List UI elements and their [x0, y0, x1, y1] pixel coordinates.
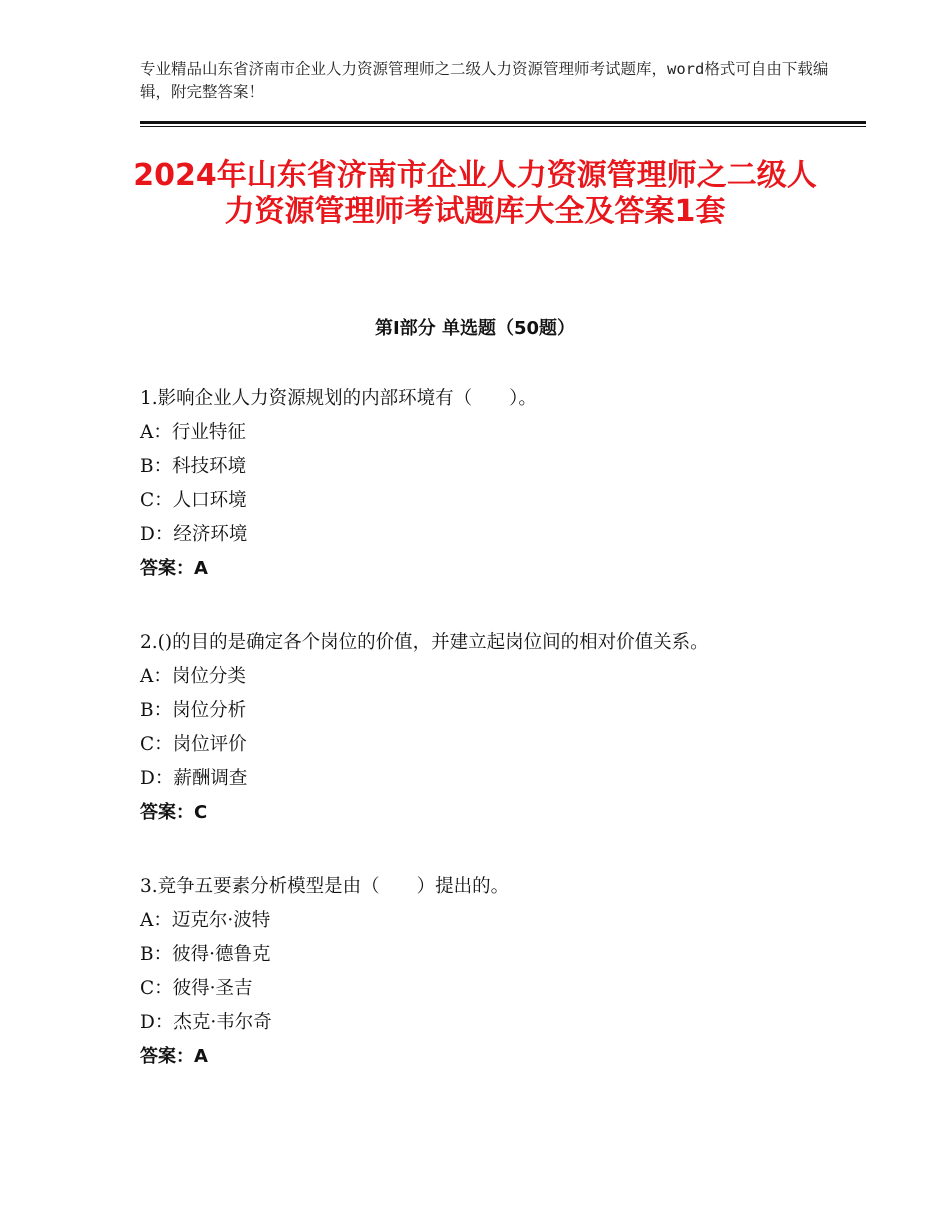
- header-note: 专业精品山东省济南市企业人力资源管理师之二级人力资源管理师考试题库，word格式可自由下载编辑，附完整答案！: [140, 60, 829, 101]
- option-a: A：岗位分类: [140, 666, 246, 687]
- option-c: C：彼得·圣吉: [140, 978, 253, 999]
- question-text: 1.影响企业人力资源规划的内部环境有（ ）。: [140, 388, 537, 409]
- option-d: D：薪酬调查: [140, 768, 248, 789]
- header-rule-thin: [140, 126, 866, 127]
- option-d: D：杰克·韦尔奇: [140, 1012, 272, 1033]
- section-title: 第Ⅰ部分 单选题（50题）: [374, 318, 575, 339]
- answer: 答案：C: [140, 802, 208, 823]
- question-1: [140, 382, 800, 586]
- option-c: C：岗位评价: [140, 734, 247, 755]
- option-b: B：彼得·德鲁克: [140, 944, 271, 965]
- document-title: 2024年山东省济南市企业人力资源管理师之二级人力资源管理师考试题库大全及答案1套: [133, 158, 817, 229]
- option-b: B：科技环境: [140, 456, 247, 477]
- option-b: B：岗位分析: [140, 700, 247, 721]
- option-c: C：人口环境: [140, 490, 247, 511]
- answer: 答案：A: [140, 1046, 208, 1067]
- question-2: [140, 626, 800, 830]
- header-rule-thick: [140, 121, 866, 124]
- option-d: D：经济环境: [140, 524, 248, 545]
- option-a: A：迈克尔·波特: [140, 910, 271, 931]
- question-3: [140, 870, 800, 1074]
- question-list: [140, 382, 800, 1114]
- option-a: A：行业特征: [140, 422, 246, 443]
- question-text: 3.竞争五要素分析模型是由（ ）提出的。: [140, 876, 510, 897]
- question-text: 2.()的目的是确定各个岗位的价值，并建立起岗位间的相对价值关系。: [140, 632, 709, 653]
- answer: 答案：A: [140, 558, 208, 579]
